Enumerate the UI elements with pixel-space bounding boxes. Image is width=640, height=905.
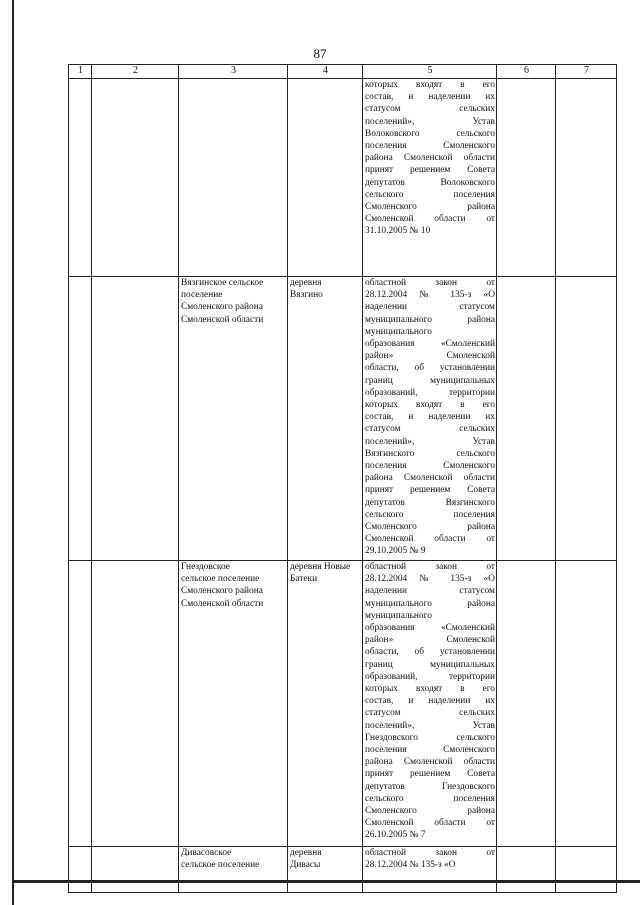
empty-cell bbox=[497, 79, 556, 277]
legal-basis-line: Смоленской области от bbox=[365, 214, 495, 225]
page-number: 87 bbox=[313, 46, 327, 61]
legal-basis-line: образования «Смоленский bbox=[365, 339, 495, 350]
legal-basis-line: поселения Смоленского bbox=[365, 141, 495, 152]
legal-basis-line: района Смоленской области bbox=[365, 757, 495, 768]
legal-basis-line: депутатов Гнездовского bbox=[365, 781, 495, 792]
left-margin-rule bbox=[12, 0, 14, 905]
legal-basis-line: 29.10.2005 № 9 bbox=[365, 546, 426, 557]
legal-basis-line: области, об установлении bbox=[365, 647, 495, 658]
legal-basis-line: поселений», Устав bbox=[365, 116, 495, 127]
legal-basis-line: муниципального района bbox=[365, 314, 495, 325]
column-header: 4 bbox=[288, 65, 363, 79]
empty-cell bbox=[556, 79, 617, 277]
empty-cell bbox=[497, 561, 556, 847]
legal-basis-line: образований, территории bbox=[365, 671, 495, 682]
settlement-name-cell: Дивасовское сельское поселение bbox=[179, 847, 288, 893]
bottom-rule bbox=[12, 880, 640, 883]
legal-basis-line: Смоленского района bbox=[365, 806, 495, 817]
legal-basis-line: принят решением Совета bbox=[365, 769, 495, 780]
legal-basis-line: состав, и наделении их bbox=[365, 92, 495, 103]
legal-basis-line: 26.10.2005 № 7 bbox=[365, 830, 426, 841]
legal-basis-line: муниципального bbox=[365, 610, 432, 621]
administrative-center-cell: деревня Новые Батеки bbox=[288, 561, 363, 847]
legal-basis-line: образований, территории bbox=[365, 387, 495, 398]
legal-basis-line: образования «Смоленский bbox=[365, 623, 495, 634]
legal-basis-line: района Смоленской области bbox=[365, 153, 495, 164]
table-row bbox=[69, 561, 617, 847]
legal-basis-line: Волоковского сельского bbox=[365, 128, 495, 139]
legal-basis-line: поселений», Устав bbox=[365, 436, 495, 447]
legal-basis-line: муниципального района bbox=[365, 598, 495, 609]
legal-basis-cell bbox=[363, 561, 497, 847]
legal-basis-line: областной закон от bbox=[365, 562, 495, 572]
legal-basis-line: депутатов Вязгинского bbox=[365, 497, 495, 508]
column-header: 6 bbox=[497, 65, 556, 79]
legal-basis-line: сельского поселения bbox=[365, 189, 495, 200]
table-row bbox=[69, 79, 617, 277]
empty-cell bbox=[69, 277, 92, 561]
legal-basis-cell bbox=[363, 79, 497, 277]
legal-basis-line: муниципального bbox=[365, 326, 432, 337]
empty-cell bbox=[556, 277, 617, 561]
legal-basis-line: статусом сельских bbox=[365, 708, 495, 719]
legal-basis-line: Вязгинского сельского bbox=[365, 448, 495, 459]
empty-cell bbox=[69, 561, 92, 847]
legal-basis-line: поселения Смоленского bbox=[365, 461, 495, 472]
empty-cell bbox=[556, 847, 617, 893]
legal-basis-line: статусом сельских bbox=[365, 424, 495, 435]
legal-basis-line: сельского поселения bbox=[365, 509, 495, 520]
legal-basis-line: принят решением Совета bbox=[365, 165, 495, 176]
empty-cell bbox=[497, 277, 556, 561]
table-row bbox=[69, 847, 617, 893]
legal-basis-line: поселений», Устав bbox=[365, 720, 495, 731]
legal-basis-line: поселения Смоленского bbox=[365, 745, 495, 756]
legal-basis-line: которых входят в его bbox=[365, 684, 495, 695]
legal-basis-line: принят решением Совета bbox=[365, 485, 495, 496]
empty-cell bbox=[92, 561, 179, 847]
table-row bbox=[69, 277, 617, 561]
empty-cell bbox=[69, 847, 92, 893]
legal-basis-line: которых входят в его bbox=[365, 80, 495, 90]
column-header: 5 bbox=[363, 65, 497, 79]
empty-cell bbox=[69, 79, 92, 277]
legal-basis-line: областной закон от bbox=[365, 848, 495, 858]
legal-basis-line: Гнездовского сельского bbox=[365, 732, 495, 743]
legal-basis-line: район» Смоленской bbox=[365, 635, 495, 646]
column-header: 3 bbox=[179, 65, 288, 79]
legal-basis-line: Смоленской области от bbox=[365, 534, 495, 545]
column-header: 1 bbox=[69, 65, 92, 79]
legal-basis-line: сельского поселения bbox=[365, 793, 495, 804]
legal-basis-line: 28.12.2004 № 135-з «О bbox=[365, 574, 495, 585]
empty-cell bbox=[556, 561, 617, 847]
legal-basis-line: границ муниципальных bbox=[365, 659, 495, 670]
legal-basis-line: Смоленской области от bbox=[365, 818, 495, 829]
legal-basis-line: состав, и наделении их bbox=[365, 696, 495, 707]
legal-basis-line: района Смоленской области bbox=[365, 473, 495, 484]
empty-cell bbox=[92, 277, 179, 561]
administrative-center-cell bbox=[288, 79, 363, 277]
document-table bbox=[68, 64, 617, 893]
column-header: 2 bbox=[92, 65, 179, 79]
empty-cell bbox=[92, 79, 179, 277]
legal-basis-cell bbox=[363, 847, 497, 893]
empty-cell bbox=[497, 847, 556, 893]
legal-basis-cell bbox=[363, 277, 497, 561]
legal-basis-line: 31.10.2005 № 10 bbox=[365, 226, 431, 237]
administrative-center-cell: деревня Вязгино bbox=[288, 277, 363, 561]
legal-basis-line: наделении статусом bbox=[365, 586, 495, 597]
legal-basis-line: области, об установлении bbox=[365, 363, 495, 374]
administrative-center-cell: деревня Дивасы bbox=[288, 847, 363, 893]
empty-cell bbox=[92, 847, 179, 893]
legal-basis-line: Смоленского района bbox=[365, 202, 495, 213]
legal-basis-line: 28.12.2004 № 135-з «О bbox=[365, 290, 495, 301]
legal-basis-line: наделении статусом bbox=[365, 302, 495, 313]
legal-basis-line: район» Смоленской bbox=[365, 351, 495, 362]
legal-basis-line: Смоленского района bbox=[365, 522, 495, 533]
header-row bbox=[69, 65, 617, 79]
settlement-name-cell: Вязгинское сельское поселение Смоленского района Смоленской области bbox=[179, 277, 288, 561]
legal-basis-line: областной закон от bbox=[365, 278, 495, 288]
settlement-name-cell bbox=[179, 79, 288, 277]
column-header: 7 bbox=[556, 65, 617, 79]
legal-basis-line: 28.12.2004 № 135-з «О bbox=[365, 860, 456, 871]
legal-basis-line: депутатов Волоковского bbox=[365, 177, 495, 188]
legal-basis-line: статусом сельских bbox=[365, 104, 495, 115]
legal-basis-line: которых входят в его bbox=[365, 400, 495, 411]
legal-basis-line: границ муниципальных bbox=[365, 375, 495, 386]
settlement-name-cell: Гнездовское сельское поселение Смоленского района Смоленской области bbox=[179, 561, 288, 847]
legal-basis-line: состав, и наделении их bbox=[365, 412, 495, 423]
